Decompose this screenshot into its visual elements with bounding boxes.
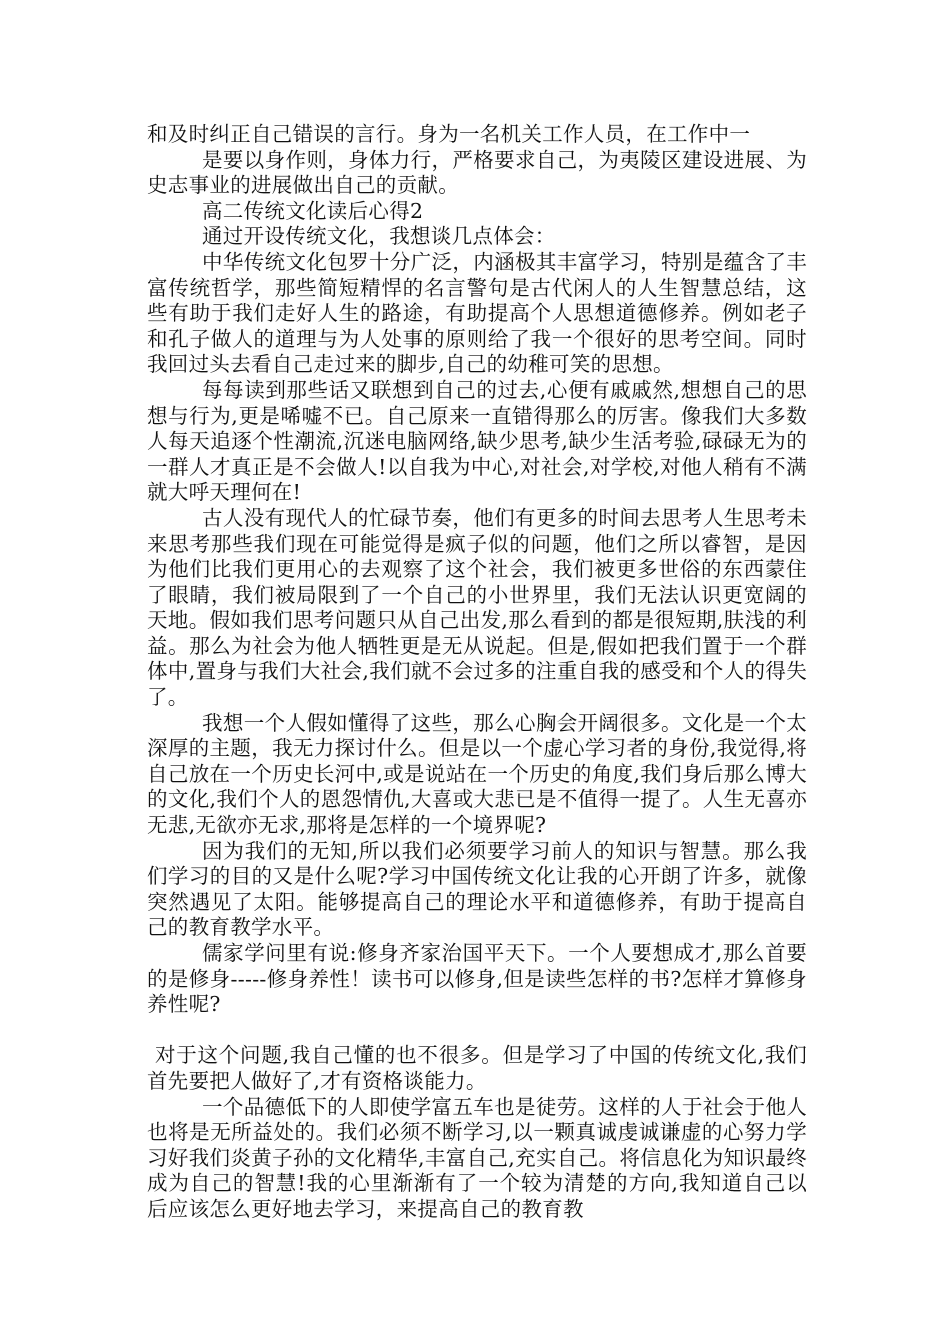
paragraph-9: 因为我们的无知,所以我们必须要学习前人的知识与智慧。那么我们学习的目的又是什么呢?学习中国传统文化让我的心开朗了许多，就像突然遇见了太阳。能够提高自己的理论水平和道德修养，有助于提高自己的教育教学水平。 xyxy=(147,838,807,940)
section-heading: 高二传统文化读后心得2 xyxy=(202,198,424,223)
paragraph-5: 中华传统文化包罗十分广泛，内涵极其丰富学习，特别是蕴含了丰富传统哲学，那些简短精悍的名言警句是古代闲人的人生智慧总结，这些有助于我们走好人生的路途，有助提高个人思想道德修养。例如老子和孔子做人的道理与为人处事的原则给了我一个很好的思考空间。同时我回过头去看自己走过来的脚步,自己的幼稚可笑的思想。 xyxy=(147,249,807,377)
paragraph-2: 是要以身作则，身体力行，严格要求自己，为夷陵区建设进展、为史志事业的进展做出自己的贡献。 xyxy=(147,147,807,198)
paragraph-1: 和及时纠正自己错误的言行。身为一名机关工作人员，在工作中一 xyxy=(147,122,751,146)
paragraph-6: 每每读到那些话又联想到自己的过去,心便有戚戚然,想想自己的思想与行为,更是唏嘘不已。自己原来一直错得那么的厉害。像我们大多数人每天追逐个性潮流,沉迷电脑网络,缺少思考,缺少生活考验,碌碌无为的一群人才真正是不会做人!以自我为中心,对社会,对学校,对他人稍有不满就大呼天理何在! xyxy=(147,377,807,505)
paragraph-8: 我想一个人假如懂得了这些，那么心胸会开阔很多。文化是一个太深厚的主题，我无力探讨什么。但是以一个虚心学习者的身份,我觉得,将自己放在一个历史长河中,或是说站在一个历史的角度,我们身后那么博大的文化,我们个人的恩怨情仇,大喜或大悲已是不值得一提了。人生无喜亦无悲,无欲亦无求,那将是怎样的一个境界呢? xyxy=(147,710,807,838)
paragraph-intro: 通过开设传统文化，我想谈几点体会： xyxy=(202,224,556,249)
paragraph-7: 古人没有现代人的忙碌节奏，他们有更多的时间去思考人生思考未来思考那些我们现在可能觉得是疯子似的问题，他们之所以睿智，是因为他们比我们更用心的去观察了这个社会，我们被更多世俗的东西蒙住了眼睛，我们被局限到了一个自己的小世界里，我们无法认识更宽阔的天地。假如我们思考问题只从自己出发,那么看到的都是很短期,肤浅的利益。那么为社会为他人牺牲更是无从说起。但是,假如把我们置于一个群体中,置身与我们大社会,我们就不会过多的注重自我的感受和个人的得失了。 xyxy=(147,505,807,710)
paragraph-10: 儒家学问里有说:修身齐家治国平天下。一个人要想成才,那么首要的是修身-----修身养性！读书可以修身,但是读些怎样的书?怎样才算修身养性呢? xyxy=(147,941,807,1017)
paragraph-11: 对于这个问题,我自己懂的也不很多。但是学习了中国的传统文化,我们首先要把人做好了,才有资格谈能力。 xyxy=(147,1043,807,1093)
blank-line xyxy=(147,1018,807,1044)
paragraph-12: 一个品德低下的人即使学富五车也是徒劳。这样的人于社会于他人也将是无所益处的。我们必须不断学习,以一颗真诚虔诚谦虚的心努力学习好我们炎黄子孙的文化精华,丰富自己,充实自己。将信息化为知识最终成为自己的智慧!我的心里渐渐有了一个较为清楚的方向,我知道自己以后应该怎么更好地去学习，来提高自己的教育教 xyxy=(147,1094,807,1221)
document-body xyxy=(147,122,807,1223)
